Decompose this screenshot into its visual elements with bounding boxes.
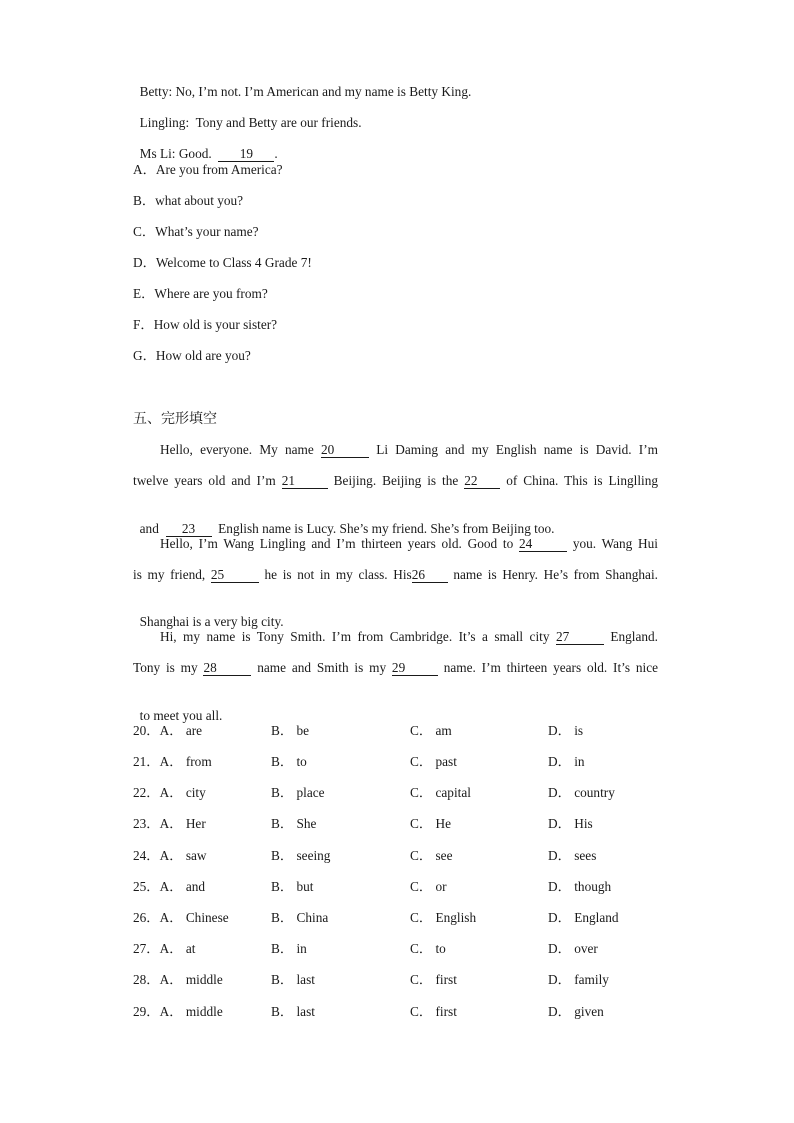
- question-choice-d[interactable]: D． country: [548, 785, 615, 800]
- question-choice-a[interactable]: [133, 848, 207, 864]
- question-choice-d[interactable]: D． is: [548, 723, 584, 738]
- question-choice-a[interactable]: [133, 754, 212, 770]
- question-row: [133, 941, 653, 957]
- passage-text: Hi, my name is Tony Smith. I’m from Cambridge. It’s a small city: [160, 629, 550, 644]
- passage-text: name. I’m thirteen years old. It’s nice: [443, 660, 659, 675]
- speaker: Ms Li:: [139, 146, 176, 161]
- question-row: [133, 848, 653, 864]
- dialogue-line: [133, 99, 362, 131]
- choice-text: A． saw: [159, 848, 207, 863]
- dialogue-text: Good.: [178, 146, 212, 161]
- passage-text: to meet you all.: [139, 708, 223, 723]
- question-row: [133, 816, 653, 832]
- option-letter: F．: [133, 317, 154, 332]
- passage-line: [133, 473, 658, 489]
- question-choice-c[interactable]: C． or: [410, 879, 447, 894]
- question-choice-c[interactable]: C． capital: [410, 785, 471, 800]
- question-row: [133, 972, 653, 988]
- passage-text: Shanghai is a very big city.: [139, 614, 284, 629]
- option-letter: A．: [133, 162, 156, 177]
- question-choice-a[interactable]: [133, 972, 223, 988]
- question-choice-b[interactable]: B． to: [271, 754, 307, 769]
- question-number: 20．: [133, 723, 160, 738]
- speaker: Lingling:: [139, 115, 190, 130]
- passage-text: and: [139, 521, 159, 536]
- question-choice-a[interactable]: [133, 910, 229, 926]
- question-choice-d[interactable]: D． England: [548, 910, 619, 925]
- dialogue-line: [133, 68, 471, 100]
- question-choice-d[interactable]: D． sees: [548, 848, 597, 863]
- choice-text: A． middle: [159, 972, 223, 987]
- question-number: 29．: [133, 1004, 160, 1019]
- option-letter: C．: [133, 224, 156, 239]
- question-choice-b[interactable]: B． place: [271, 785, 325, 800]
- choice-text: A． Chinese: [159, 910, 229, 925]
- question-number: 28．: [133, 972, 160, 987]
- option-letter: B．: [133, 193, 156, 208]
- question-number: 23．: [133, 816, 160, 831]
- question-row: [133, 785, 653, 801]
- passage-line: [133, 692, 222, 724]
- question-row: [133, 879, 653, 895]
- option-letter: E．: [133, 286, 155, 301]
- passage-text: you. Wang Hui: [572, 536, 659, 551]
- dialogue-text: No, I’m not. I’m American and my name is Betty King.: [175, 84, 472, 99]
- passage-text: Hello, I’m Wang Lingling and I’m thirteen years old. Good to: [160, 536, 514, 551]
- question-choice-a[interactable]: [133, 723, 202, 739]
- passage-text: name and Smith is my: [257, 660, 387, 675]
- passage-text: Hello, everyone. My name: [160, 442, 314, 457]
- question-choice-d[interactable]: D． over: [548, 941, 598, 956]
- answer-blank[interactable]: 28: [203, 661, 251, 676]
- option-text: How old are you?: [155, 348, 251, 363]
- question-row: [133, 1004, 653, 1020]
- option-item: [133, 348, 251, 364]
- passage-line: [160, 629, 658, 645]
- answer-blank[interactable]: 23: [166, 522, 212, 537]
- passage-text: of China. This is Linglling: [506, 473, 659, 488]
- question-choice-a[interactable]: [133, 941, 195, 957]
- choice-text: A． city: [159, 785, 206, 800]
- option-item: [133, 317, 277, 333]
- passage-text: Li Daming and my English name is David. I’m: [376, 442, 658, 457]
- question-number: 22．: [133, 785, 160, 800]
- passage-line: [133, 598, 284, 630]
- passage-text: is my friend,: [133, 567, 206, 582]
- passage-text: English name is Lucy. She’s my friend. She’s from Beijing too.: [218, 521, 555, 536]
- question-choice-a[interactable]: [133, 816, 206, 832]
- option-item: [133, 224, 259, 240]
- question-number: 24．: [133, 848, 160, 863]
- question-number: 27．: [133, 941, 160, 956]
- passage-text: Tony is my: [133, 660, 198, 675]
- question-choice-d[interactable]: D． given: [548, 1004, 604, 1019]
- passage-line: [133, 660, 658, 676]
- question-choice-b[interactable]: B． She: [271, 816, 317, 831]
- speaker: Betty:: [139, 84, 173, 99]
- answer-blank[interactable]: 27: [556, 630, 604, 645]
- dialogue-text: Tony and Betty are our friends.: [195, 115, 362, 130]
- question-choice-c[interactable]: C． to: [410, 941, 446, 956]
- question-choice-b[interactable]: B． seeing: [271, 848, 331, 863]
- dialogue-line: [133, 130, 278, 162]
- question-choice-d[interactable]: D． though: [548, 879, 612, 894]
- passage-text: name is Henry. He’s from Shanghai.: [453, 567, 658, 582]
- answer-blank[interactable]: 24: [519, 537, 567, 552]
- passage-text: England.: [610, 629, 659, 644]
- option-text: Where are you from?: [154, 286, 268, 301]
- question-choice-b[interactable]: B． last: [271, 972, 315, 987]
- answer-blank[interactable]: 20: [321, 443, 369, 458]
- answer-blank[interactable]: 19: [218, 147, 274, 162]
- question-choice-d[interactable]: D． family: [548, 972, 609, 987]
- option-item: [133, 162, 283, 178]
- question-number: 26．: [133, 910, 160, 925]
- option-text: What’s your name?: [155, 224, 259, 239]
- answer-blank[interactable]: 25: [211, 568, 259, 583]
- question-choice-d[interactable]: D． His: [548, 816, 593, 831]
- answer-blank[interactable]: 29: [392, 661, 438, 676]
- choice-text: A． and: [159, 879, 206, 894]
- question-choice-b[interactable]: B． last: [271, 1004, 315, 1019]
- option-letter: G．: [133, 348, 156, 363]
- question-choice-c[interactable]: C． am: [410, 723, 452, 738]
- choice-text: A． Her: [159, 816, 206, 831]
- question-choice-c[interactable]: C． first: [410, 1004, 457, 1019]
- option-text: Are you from America?: [155, 162, 283, 177]
- section-title: 五、完形填空: [133, 411, 217, 427]
- choice-text: A． middle: [159, 1004, 223, 1019]
- answer-blank[interactable]: 22: [464, 474, 500, 489]
- question-choice-c[interactable]: C． past: [410, 754, 457, 769]
- choice-text: A． are: [159, 723, 203, 738]
- answer-blank[interactable]: 26: [412, 568, 448, 583]
- passage-line: [160, 536, 658, 552]
- question-row: [133, 754, 653, 770]
- question-choice-c[interactable]: C． first: [410, 972, 457, 987]
- option-item: [133, 286, 268, 302]
- choice-text: A． from: [159, 754, 212, 769]
- option-text: How old is your sister?: [153, 317, 278, 332]
- question-choice-b[interactable]: B． be: [271, 723, 310, 738]
- passage-text: twelve years old and I’m: [133, 473, 276, 488]
- question-choice-c[interactable]: C． see: [410, 848, 453, 863]
- question-choice-c[interactable]: C． English: [410, 910, 477, 925]
- question-number: 21．: [133, 754, 160, 769]
- option-item: [133, 255, 312, 271]
- passage-line: [160, 442, 658, 458]
- question-choice-b[interactable]: B． in: [271, 941, 307, 956]
- option-item: [133, 193, 243, 209]
- question-choice-a[interactable]: [133, 879, 205, 895]
- question-choice-a[interactable]: [133, 785, 206, 801]
- option-letter: D．: [133, 255, 156, 270]
- passage-text: he is not in my class. His: [264, 567, 412, 582]
- passage-text: Beijing. Beijing is the: [333, 473, 459, 488]
- question-choice-d[interactable]: D． in: [548, 754, 585, 769]
- answer-blank[interactable]: 21: [282, 474, 328, 489]
- question-number: 25．: [133, 879, 160, 894]
- option-text: Welcome to Class 4 Grade 7!: [155, 255, 312, 270]
- punctuation: .: [274, 146, 278, 161]
- choice-text: A． at: [159, 941, 196, 956]
- passage-line: [133, 505, 555, 537]
- question-choice-a[interactable]: [133, 1004, 223, 1020]
- question-row: [133, 723, 653, 739]
- question-choice-b[interactable]: B． China: [271, 910, 329, 925]
- question-row: [133, 910, 653, 926]
- option-text: what about you?: [155, 193, 244, 208]
- passage-line: [133, 567, 658, 583]
- question-choice-b[interactable]: B． but: [271, 879, 314, 894]
- question-choice-c[interactable]: C． He: [410, 816, 451, 831]
